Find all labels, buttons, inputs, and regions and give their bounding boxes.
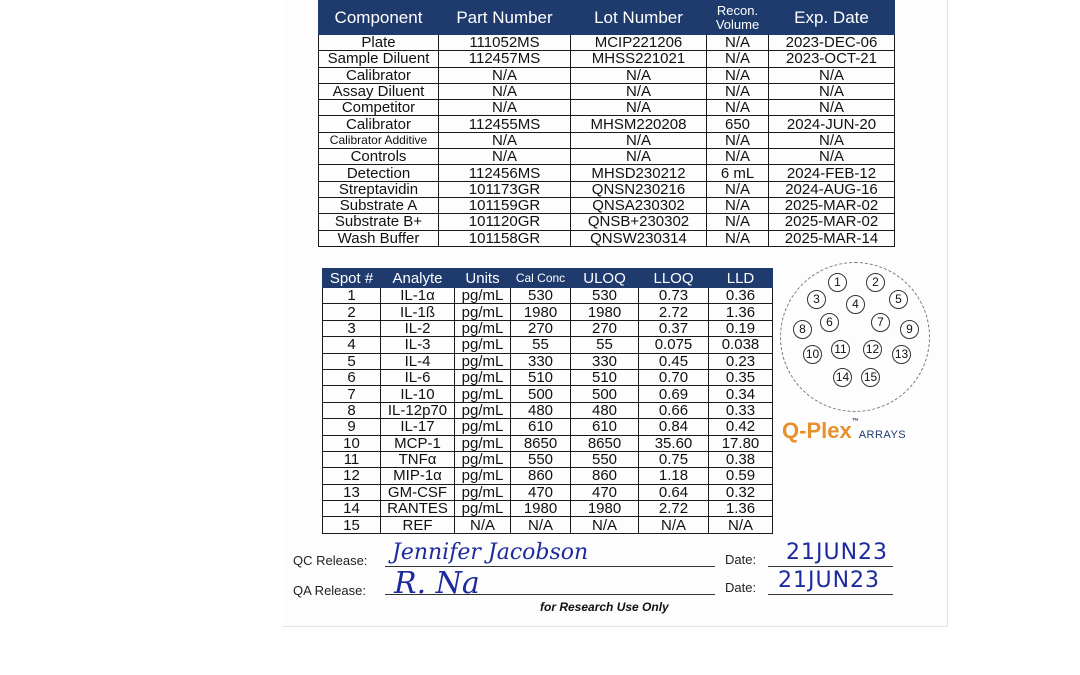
table-cell: pg/mL <box>455 451 511 467</box>
table-cell: GM-CSF <box>381 484 455 500</box>
table-cell: 112457MS <box>439 51 571 67</box>
table-cell: TNFα <box>381 451 455 467</box>
table-cell: Wash Buffer <box>319 230 439 246</box>
table-cell: pg/mL <box>455 386 511 402</box>
table-cell: 2 <box>323 304 381 320</box>
spot-marker: 11 <box>831 340 850 359</box>
table-cell: Substrate A <box>319 197 439 213</box>
table-cell: 11 <box>323 451 381 467</box>
table-cell: IL-1α <box>381 288 455 304</box>
table-cell: 0.33 <box>709 402 773 418</box>
table-cell: pg/mL <box>455 353 511 369</box>
table-cell: MHSS221021 <box>571 51 707 67</box>
table-cell: 101120GR <box>439 214 571 230</box>
table-cell: Calibrator <box>319 116 439 132</box>
table-cell: 10 <box>323 435 381 451</box>
table-cell: N/A <box>639 517 709 533</box>
table-cell: pg/mL <box>455 501 511 517</box>
table-cell: N/A <box>439 67 571 83</box>
table-row <box>323 402 773 418</box>
table-cell: 0.45 <box>639 353 709 369</box>
table-cell: Controls <box>319 149 439 165</box>
table-cell: N/A <box>707 181 769 197</box>
table-cell: 1.36 <box>709 501 773 517</box>
spot-map <box>780 262 930 412</box>
table-cell: 530 <box>571 288 639 304</box>
table-row <box>319 230 895 246</box>
table-row <box>323 468 773 484</box>
table-cell: N/A <box>707 230 769 246</box>
table-cell: 2023-OCT-21 <box>769 51 895 67</box>
table-cell: N/A <box>769 67 895 83</box>
table-cell: 8650 <box>511 435 571 451</box>
table-cell: N/A <box>707 83 769 99</box>
table-cell: 470 <box>571 484 639 500</box>
table-cell: Sample Diluent <box>319 51 439 67</box>
table-cell: 0.42 <box>709 419 773 435</box>
table-cell: 650 <box>707 116 769 132</box>
table-cell: 1980 <box>511 304 571 320</box>
spot-marker: 10 <box>803 345 822 364</box>
spot-marker: 7 <box>871 313 890 332</box>
spot-marker: 14 <box>833 368 852 387</box>
component-table <box>318 0 895 247</box>
table-cell: N/A <box>707 51 769 67</box>
table-cell: QNSA230302 <box>571 197 707 213</box>
table-cell: 14 <box>323 501 381 517</box>
table-cell: N/A <box>571 132 707 148</box>
table-cell: MCP-1 <box>381 435 455 451</box>
table-cell: MIP-1α <box>381 468 455 484</box>
components-header-0: Component <box>319 1 439 35</box>
table-cell: N/A <box>439 149 571 165</box>
table-cell: 0.075 <box>639 337 709 353</box>
table-cell: 0.23 <box>709 353 773 369</box>
table-row <box>323 353 773 369</box>
qa-signature: R. Na <box>394 566 480 601</box>
table-cell: 2024-JUN-20 <box>769 116 895 132</box>
table-cell: 0.19 <box>709 320 773 336</box>
table-cell: Detection <box>319 165 439 181</box>
table-cell: 860 <box>571 468 639 484</box>
table-cell: 101158GR <box>439 230 571 246</box>
table-cell: 13 <box>323 484 381 500</box>
table-row <box>323 386 773 402</box>
table-cell: N/A <box>769 132 895 148</box>
table-cell: N/A <box>707 197 769 213</box>
table-cell: 1980 <box>571 304 639 320</box>
table-cell: 1 <box>323 288 381 304</box>
table-row <box>323 435 773 451</box>
table-row <box>319 181 895 197</box>
table-cell: N/A <box>707 214 769 230</box>
table-cell: Streptavidin <box>319 181 439 197</box>
spot-marker: 5 <box>889 290 908 309</box>
table-cell: Substrate B+ <box>319 214 439 230</box>
table-row <box>319 100 895 116</box>
table-row <box>323 419 773 435</box>
table-cell: 0.70 <box>639 369 709 385</box>
table-cell: IL-2 <box>381 320 455 336</box>
table-cell: N/A <box>769 149 895 165</box>
table-row <box>323 451 773 467</box>
table-cell: 2025-MAR-02 <box>769 214 895 230</box>
spot-marker: 8 <box>793 320 812 339</box>
table-cell: 2024-AUG-16 <box>769 181 895 197</box>
table-cell: 0.36 <box>709 288 773 304</box>
table-cell: IL-1ß <box>381 304 455 320</box>
spot-marker: 9 <box>900 320 919 339</box>
table-cell: 500 <box>511 386 571 402</box>
table-cell: 0.84 <box>639 419 709 435</box>
table-cell: 112456MS <box>439 165 571 181</box>
table-cell: IL-17 <box>381 419 455 435</box>
table-row <box>323 304 773 320</box>
table-cell: 55 <box>511 337 571 353</box>
table-cell: N/A <box>707 100 769 116</box>
table-cell: QNSN230216 <box>571 181 707 197</box>
spots-header-4: ULOQ <box>571 269 639 288</box>
table-cell: 8650 <box>571 435 639 451</box>
spot-marker: 4 <box>846 295 865 314</box>
table-row <box>319 197 895 213</box>
spot-marker: 13 <box>892 345 911 364</box>
table-cell: MHSD230212 <box>571 165 707 181</box>
table-cell: 2024-FEB-12 <box>769 165 895 181</box>
spots-header-5: LLOQ <box>639 269 709 288</box>
table-cell: pg/mL <box>455 468 511 484</box>
table-cell: 9 <box>323 419 381 435</box>
table-cell: 1.36 <box>709 304 773 320</box>
table-cell: N/A <box>439 132 571 148</box>
table-cell: 0.75 <box>639 451 709 467</box>
logo-tm: ™ <box>851 418 859 425</box>
table-cell: 0.73 <box>639 288 709 304</box>
table-cell: 330 <box>571 353 639 369</box>
qc-signature: Jennifer Jacobson <box>392 540 589 565</box>
table-row <box>319 165 895 181</box>
table-cell: 0.37 <box>639 320 709 336</box>
table-cell: 7 <box>323 386 381 402</box>
table-cell: pg/mL <box>455 288 511 304</box>
table-cell: 8 <box>323 402 381 418</box>
table-row <box>319 67 895 83</box>
table-cell: 1.18 <box>639 468 709 484</box>
research-use-only: for Research Use Only <box>540 600 669 614</box>
table-cell: pg/mL <box>455 337 511 353</box>
qc-date-line <box>768 566 893 567</box>
table-cell: 0.66 <box>639 402 709 418</box>
table-row <box>319 83 895 99</box>
table-row <box>319 149 895 165</box>
table-cell: 470 <box>511 484 571 500</box>
table-cell: 0.64 <box>639 484 709 500</box>
table-cell: N/A <box>707 35 769 51</box>
table-cell: Competitor <box>319 100 439 116</box>
table-cell: 17.80 <box>709 435 773 451</box>
spot-marker: 2 <box>866 273 885 292</box>
table-row <box>323 484 773 500</box>
components-header-3: Recon. Volume <box>707 1 769 35</box>
table-cell: 1980 <box>571 501 639 517</box>
table-cell: N/A <box>769 83 895 99</box>
table-cell: 860 <box>511 468 571 484</box>
table-cell: 480 <box>571 402 639 418</box>
table-cell: 6 <box>323 369 381 385</box>
table-cell: 4 <box>323 337 381 353</box>
table-cell: N/A <box>709 517 773 533</box>
table-cell: pg/mL <box>455 484 511 500</box>
table-cell: 0.34 <box>709 386 773 402</box>
components-header-2: Lot Number <box>571 1 707 35</box>
table-cell: 2025-MAR-14 <box>769 230 895 246</box>
table-cell: N/A <box>707 149 769 165</box>
table-cell: REF <box>381 517 455 533</box>
table-row <box>323 369 773 385</box>
table-cell: pg/mL <box>455 320 511 336</box>
table-cell: 1980 <box>511 501 571 517</box>
table-cell: 330 <box>511 353 571 369</box>
table-row <box>323 517 773 533</box>
qc-date-label: Date: <box>725 552 757 567</box>
table-cell: 101173GR <box>439 181 571 197</box>
table-cell: 3 <box>323 320 381 336</box>
spot-marker: 6 <box>820 313 839 332</box>
table-cell: pg/mL <box>455 304 511 320</box>
table-cell: IL-3 <box>381 337 455 353</box>
spots-header-2: Units <box>455 269 511 288</box>
table-cell: 0.35 <box>709 369 773 385</box>
spot-marker: 3 <box>807 290 826 309</box>
table-row <box>323 320 773 336</box>
qa-date-label: Date: <box>725 580 757 595</box>
table-cell: 0.038 <box>709 337 773 353</box>
table-cell: 55 <box>571 337 639 353</box>
table-cell: RANTES <box>381 501 455 517</box>
table-cell: N/A <box>707 67 769 83</box>
table-cell: N/A <box>571 100 707 116</box>
table-cell: 5 <box>323 353 381 369</box>
components-header-4: Exp. Date <box>769 1 895 35</box>
table-cell: 2023-DEC-06 <box>769 35 895 51</box>
table-cell: 270 <box>511 320 571 336</box>
table-row <box>323 501 773 517</box>
table-cell: QNSB+230302 <box>571 214 707 230</box>
table-cell: 6 mL <box>707 165 769 181</box>
spot-marker: 12 <box>863 340 882 359</box>
table-cell: N/A <box>571 83 707 99</box>
qc-release-label: QC Release: <box>293 553 368 568</box>
spots-header-0: Spot # <box>323 269 381 288</box>
table-row <box>319 35 895 51</box>
table-row <box>319 116 895 132</box>
table-cell: IL-6 <box>381 369 455 385</box>
table-cell: 510 <box>571 369 639 385</box>
qa-release-label: QA Release: <box>293 583 366 598</box>
table-cell: N/A <box>571 67 707 83</box>
table-cell: 2.72 <box>639 501 709 517</box>
table-row <box>319 51 895 67</box>
table-cell: Plate <box>319 35 439 51</box>
table-cell: N/A <box>571 149 707 165</box>
spots-header-6: LLD <box>709 269 773 288</box>
table-cell: 550 <box>511 451 571 467</box>
q-plex-logo <box>782 418 906 444</box>
table-cell: N/A <box>511 517 571 533</box>
table-cell: 610 <box>571 419 639 435</box>
table-row <box>323 337 773 353</box>
table-cell: IL-4 <box>381 353 455 369</box>
table-cell: N/A <box>707 132 769 148</box>
table-cell: 35.60 <box>639 435 709 451</box>
logo-brand: Q-Plex <box>782 418 852 443</box>
table-cell: 0.59 <box>709 468 773 484</box>
table-cell: IL-10 <box>381 386 455 402</box>
table-cell: Calibrator <box>319 67 439 83</box>
table-cell: MCIP221206 <box>571 35 707 51</box>
table-cell: Assay Diluent <box>319 83 439 99</box>
table-cell: pg/mL <box>455 419 511 435</box>
table-cell: 101159GR <box>439 197 571 213</box>
table-cell: N/A <box>439 83 571 99</box>
table-cell: 111052MS <box>439 35 571 51</box>
table-cell: 12 <box>323 468 381 484</box>
analyte-table <box>322 268 773 534</box>
spots-header-1: Analyte <box>381 269 455 288</box>
spot-marker: 1 <box>828 273 847 292</box>
table-cell: Calibrator Additive <box>319 132 439 148</box>
table-cell: 550 <box>571 451 639 467</box>
table-cell: 510 <box>511 369 571 385</box>
table-cell: pg/mL <box>455 369 511 385</box>
table-cell: 2025-MAR-02 <box>769 197 895 213</box>
spots-header-3: Cal Conc <box>511 269 571 288</box>
table-cell: QNSW230314 <box>571 230 707 246</box>
table-cell: N/A <box>769 100 895 116</box>
table-cell: N/A <box>571 517 639 533</box>
table-cell: N/A <box>455 517 511 533</box>
table-cell: 15 <box>323 517 381 533</box>
table-cell: pg/mL <box>455 435 511 451</box>
table-cell: pg/mL <box>455 402 511 418</box>
table-cell: IL-12p70 <box>381 402 455 418</box>
table-cell: 0.38 <box>709 451 773 467</box>
table-cell: 480 <box>511 402 571 418</box>
qa-date-line <box>768 594 893 595</box>
table-cell: 530 <box>511 288 571 304</box>
logo-suffix: ARRAYS <box>858 429 907 441</box>
table-cell: 0.69 <box>639 386 709 402</box>
table-cell: 270 <box>571 320 639 336</box>
table-cell: 112455MS <box>439 116 571 132</box>
table-row <box>319 214 895 230</box>
table-cell: 0.32 <box>709 484 773 500</box>
table-cell: 500 <box>571 386 639 402</box>
components-header-1: Part Number <box>439 1 571 35</box>
spot-marker: 15 <box>861 368 880 387</box>
table-cell: 610 <box>511 419 571 435</box>
qa-date: 21JUN23 <box>778 568 881 593</box>
table-cell: 2.72 <box>639 304 709 320</box>
table-row <box>323 288 773 304</box>
qc-date: 21JUN23 <box>786 540 889 565</box>
table-cell: N/A <box>439 100 571 116</box>
table-row <box>319 132 895 148</box>
table-cell: MHSM220208 <box>571 116 707 132</box>
